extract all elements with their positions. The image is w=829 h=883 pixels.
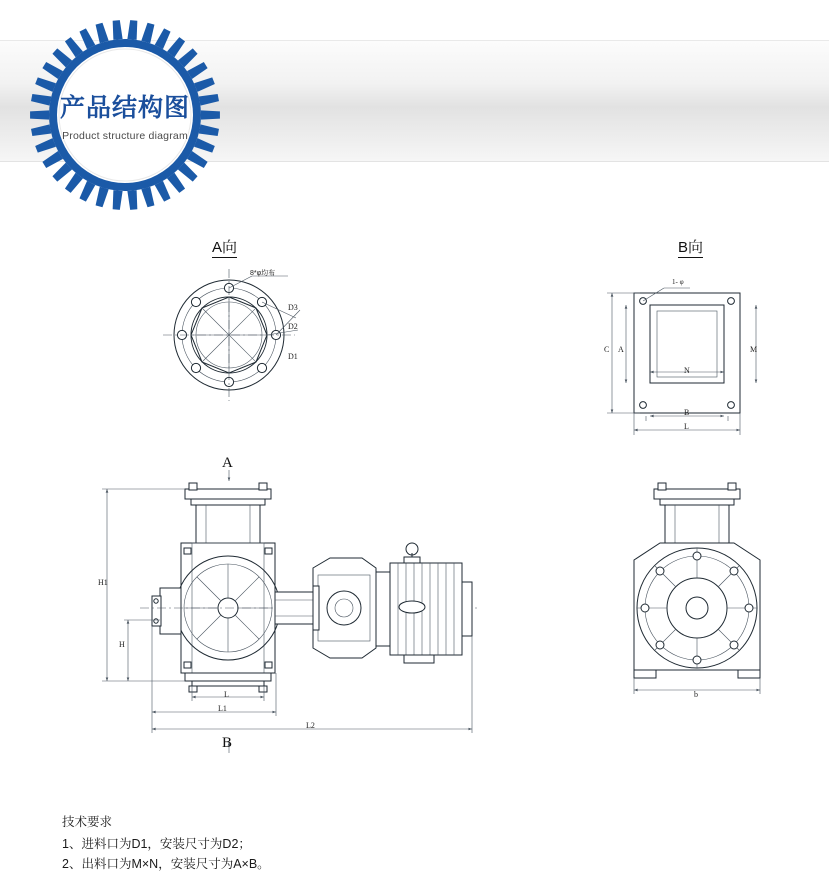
b-view-title: [678, 236, 703, 257]
front-view-group: [102, 470, 480, 753]
a-view-bolt-note: 8*φ均布: [250, 270, 276, 277]
a-view-d1-label: D1: [288, 352, 298, 361]
b-view-l-label: L: [684, 422, 689, 431]
b-view-hole-note: 1- φ: [672, 278, 684, 286]
notes-line-2: 2、出料口为M×N，安装尺寸为A×B。: [62, 857, 270, 871]
front-view-l2-label: L2: [306, 721, 315, 730]
b-view-n-label: N: [684, 366, 690, 375]
front-view-h1-label: H1: [98, 578, 108, 587]
notes-heading: 技术要求: [62, 815, 113, 829]
front-view-l1-label: L1: [218, 704, 227, 713]
a-view-d3-label: D3: [288, 303, 298, 312]
a-view-group: [163, 269, 300, 401]
b-view-group: [607, 288, 756, 435]
front-view-l-label: L: [224, 690, 229, 699]
front-view-h-label: H: [119, 640, 125, 649]
a-view-d2-label: D2: [288, 322, 298, 331]
b-view-m-label: M: [750, 345, 758, 354]
b-view-b-label: B: [684, 408, 690, 417]
a-view-title: [212, 236, 237, 257]
front-view-section-b: B: [222, 735, 233, 751]
side-view-group: [634, 483, 760, 694]
b-view-c-label: C: [604, 345, 610, 354]
front-view-section-a: A: [222, 455, 233, 471]
a-view-title-text: A向: [212, 239, 238, 256]
badge-subtitle: Product structure diagram: [62, 130, 188, 142]
notes-line-1: 1、进料口为D1，安装尺寸为D2；: [62, 837, 251, 851]
b-view-a-label: A: [618, 345, 624, 354]
b-view-title-text: B向: [678, 239, 704, 256]
technical-notes: [62, 812, 270, 874]
side-view-b-label: b: [694, 690, 698, 699]
badge-title: 产品结构图: [59, 94, 190, 122]
